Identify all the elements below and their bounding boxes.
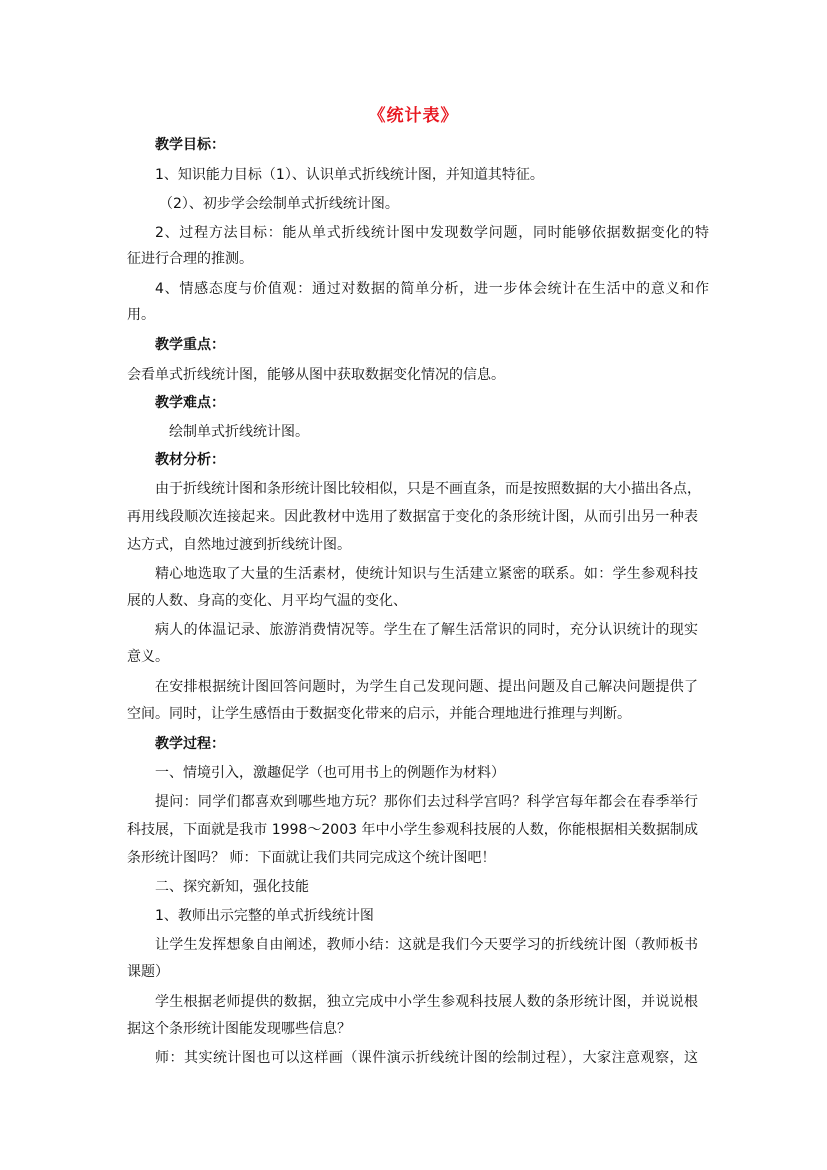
heading-key-points: 教学重点：: [155, 337, 225, 353]
heading-difficulties: 教学难点：: [155, 395, 225, 411]
paragraph-line: 意义。: [127, 649, 169, 665]
paragraph-line: 一、情境引入，激趣促学（也可用书上的例题作为材料）: [155, 765, 505, 781]
paragraph-line: 学生根据老师提供的数据，独立完成中小学生参观科技展人数的条形统计图，并说说根: [155, 994, 698, 1010]
paragraph-line: 1、教师出示完整的单式折线统计图: [155, 908, 374, 924]
paragraph-line: 绘制单式折线统计图。: [169, 424, 309, 440]
paragraph-line: 空间。同时，让学生感悟由于数据变化带来的启示，并能合理地进行推理与判断。: [127, 706, 631, 722]
paragraph-line: 条形统计图吗？ 师：下面就让我们共同完成这个统计图吧！: [127, 850, 496, 866]
heading-teaching-goals: 教学目标：: [155, 137, 225, 153]
heading-material-analysis: 教材分析：: [155, 452, 225, 468]
paragraph-line: 会看单式折线统计图，能够从图中获取数据变化情况的信息。: [127, 367, 505, 383]
paragraph-line: 据这个条形统计图能发现哪些信息？: [127, 1021, 351, 1037]
paragraph-line: 用。: [127, 307, 155, 323]
paragraph-line: 由于折线统计图和条形统计图比较相似，只是不画直条，而是按照数据的大小描出各点，: [155, 481, 701, 497]
paragraph-line: 达方式，自然地过渡到折线统计图。: [127, 537, 351, 553]
paragraph-line: 师：其实统计图也可以这样画（课件演示折线统计图的绘制过程），大家注意观察，这: [155, 1050, 698, 1066]
paragraph-line: 征进行合理的推测。: [127, 251, 253, 267]
paragraph-line: 4、情感态度与价值观：通过对数据的简单分析，进一步体会统计在生活中的意义和作: [155, 281, 709, 297]
paragraph-line: 病人的体温记录、旅游消费情况等。学生在了解生活常识的同时，充分认识统计的现实: [155, 622, 698, 638]
paragraph-line: 在安排根据统计图回答问题时，为学生自己发现问题、提出问题及自己解决问题提供了: [155, 679, 698, 695]
paragraph-line: 再用线段顺次连接起来。因此教材中选用了数据富于变化的条形统计图，从而引出另一种表: [127, 509, 698, 525]
paragraph-line: 二、探究新知，强化技能: [155, 879, 309, 895]
paragraph-line: 精心地选取了大量的生活素材，使统计知识与生活建立紧密的联系。如：学生参观科技: [155, 566, 698, 582]
paragraph-line: 1、知识能力目标（1）、认识单式折线统计图，并知道其特征。: [155, 167, 544, 183]
paragraph-line: （2）、初步学会绘制单式折线统计图。: [159, 196, 399, 212]
paragraph-line: 展的人数、身高的变化、月平均气温的变化、: [127, 593, 407, 609]
document-title: 《统计表》: [368, 106, 459, 126]
paragraph-line: 让学生发挥想象自由阐述，教师小结：这就是我们今天要学习的折线统计图（教师板书: [155, 937, 698, 953]
paragraph-line: 提问：同学们都喜欢到哪些地方玩？那你们去过科学宫吗？科学宫每年都会在春季举行: [155, 794, 698, 810]
paragraph-line: 课题）: [127, 964, 169, 980]
paragraph-line: 2、过程方法目标：能从单式折线统计图中发现数学问题，同时能够依据数据变化的特: [155, 225, 709, 241]
paragraph-line: 科技展，下面就是我市 1998～2003 年中小学生参观科技展的人数，你能根据相关数据制成: [127, 822, 698, 838]
heading-teaching-process: 教学过程：: [155, 736, 225, 752]
